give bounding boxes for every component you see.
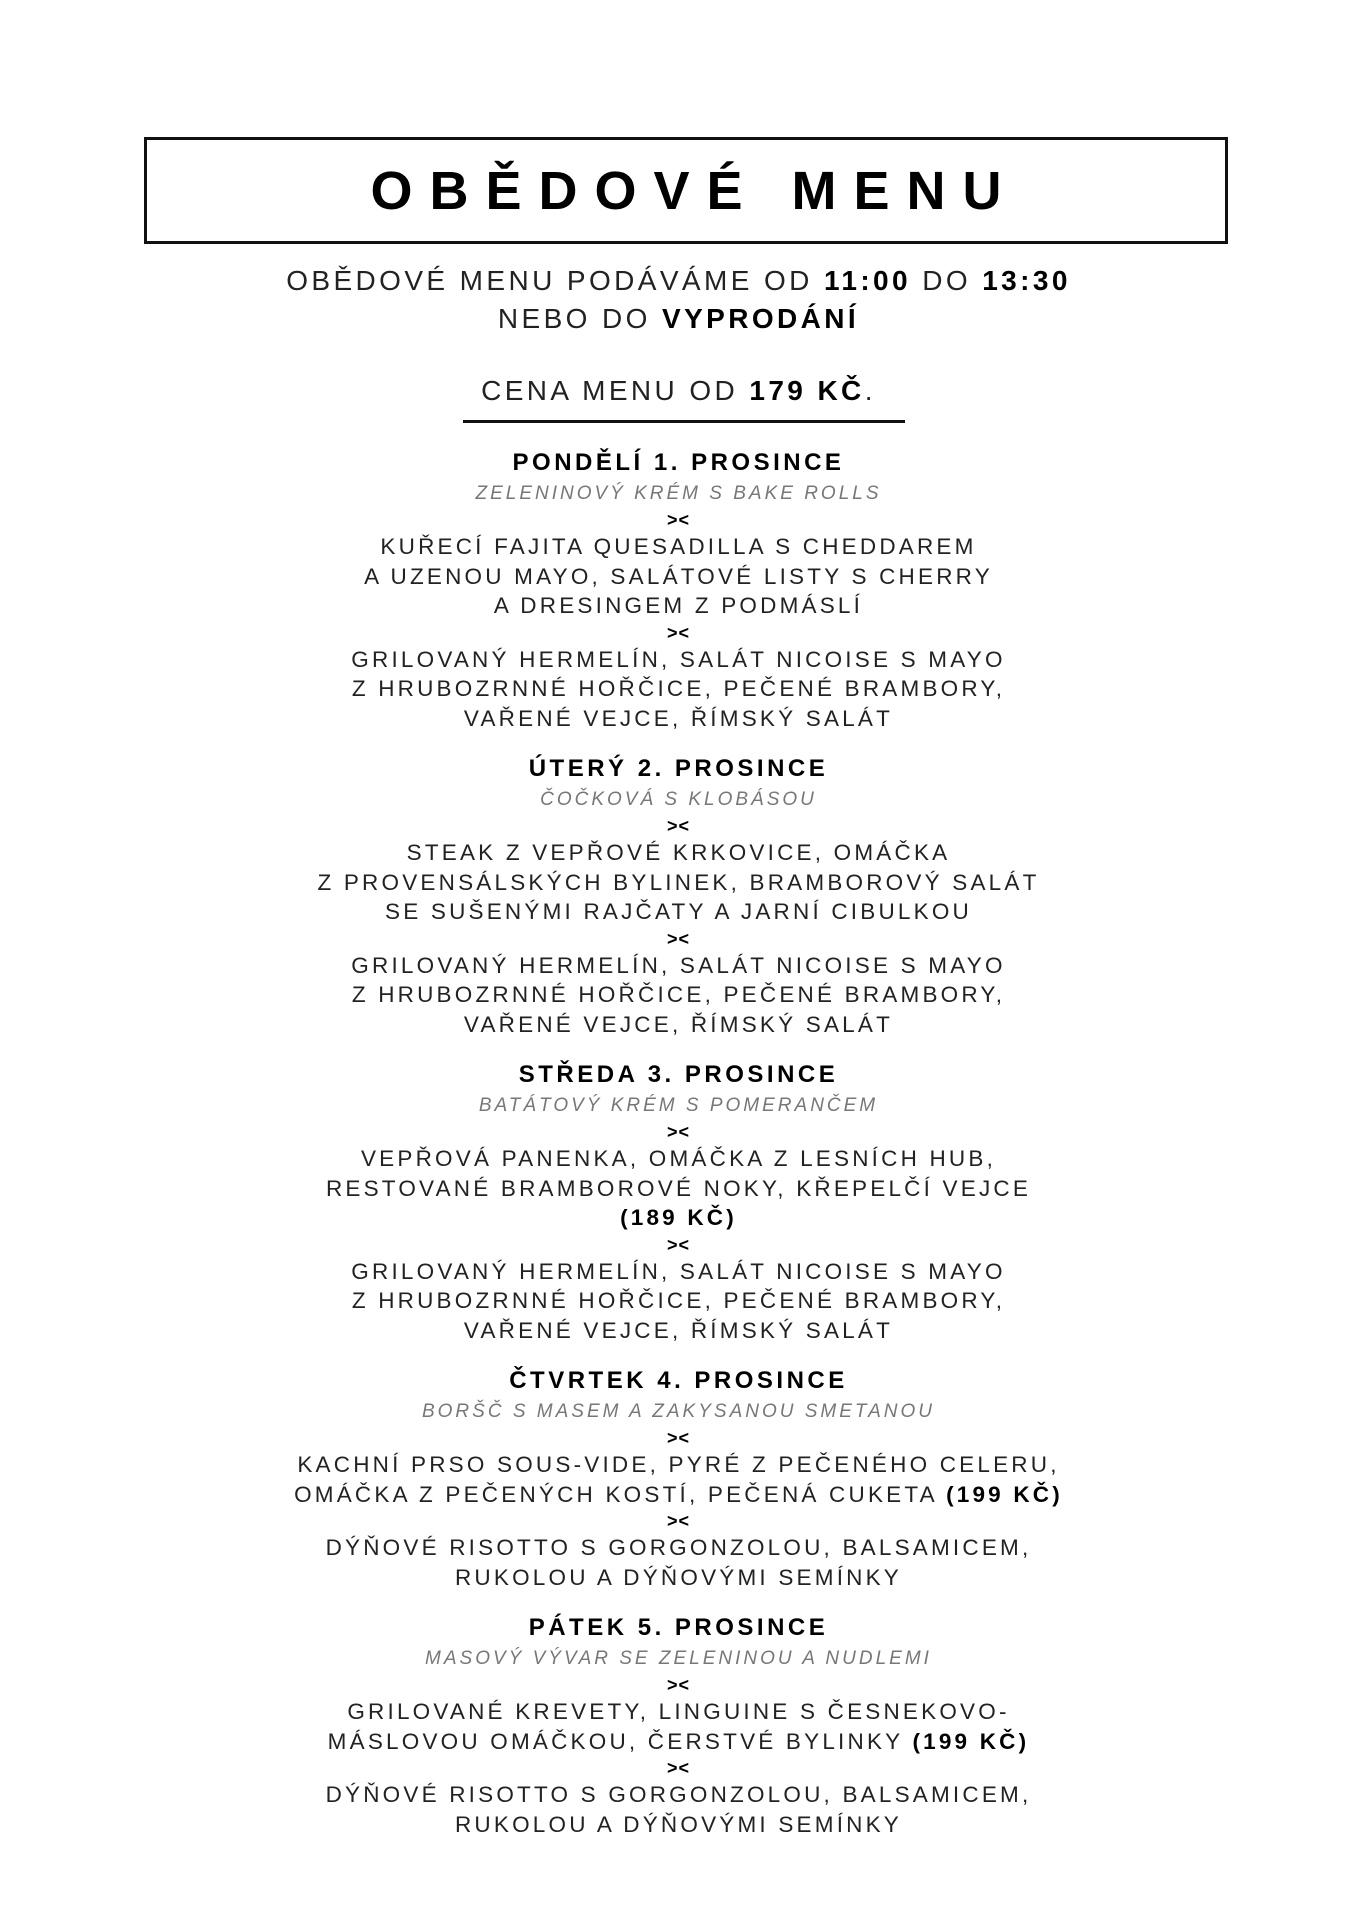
dish-line-text: VEPŘOVÁ PANENKA, OMÁČKA Z LESNÍCH HUB, bbox=[360, 1146, 997, 1171]
dish-line-text: MÁSLOVOU OMÁČKOU, ČERSTVÉ BYLINKY bbox=[327, 1728, 903, 1754]
dish-price: (189 KČ) bbox=[620, 1205, 737, 1230]
day-block bbox=[0, 1058, 1357, 1345]
dish-separator: >< bbox=[666, 1511, 691, 1531]
dish-separator: >< bbox=[666, 510, 691, 530]
dish-separator: >< bbox=[666, 1428, 691, 1448]
sold-out-emphasis: VYPRODÁNÍ bbox=[662, 303, 860, 334]
day-title: PÁTEK 5. PROSINCE bbox=[528, 1614, 829, 1641]
soup-item: ZELENINOVÝ KRÉM S BAKE ROLLS bbox=[475, 483, 882, 504]
day-title: PONDĚLÍ 1. PROSINCE bbox=[512, 449, 845, 476]
day-title: ÚTERÝ 2. PROSINCE bbox=[528, 755, 829, 782]
menu-price-line bbox=[0, 372, 1357, 410]
menu-price-text: CENA MENU OD bbox=[481, 375, 750, 406]
dish-line bbox=[0, 838, 1357, 868]
serving-hours-text: OBĚDOVÉ MENU PODÁVÁME OD bbox=[286, 265, 824, 296]
dish-separator: >< bbox=[666, 1122, 691, 1142]
dish-line bbox=[0, 1010, 1357, 1040]
dish-line-text: VAŘENÉ VEJCE, ŘÍMSKÝ SALÁT bbox=[463, 705, 894, 731]
day-block bbox=[0, 1364, 1357, 1592]
dish-line bbox=[0, 1533, 1357, 1563]
dish-price: (199 KČ) bbox=[946, 1481, 1063, 1507]
soup-item: ČOČKOVÁ S KLOBÁSOU bbox=[540, 789, 817, 810]
day-title: ČTVRTEK 4. PROSINCE bbox=[509, 1367, 848, 1394]
main-dish bbox=[0, 1697, 1357, 1756]
serving-hours-line bbox=[0, 262, 1357, 300]
dish-line bbox=[0, 1316, 1357, 1346]
day-block bbox=[0, 1611, 1357, 1839]
time-to: 13:30 bbox=[982, 265, 1071, 296]
dish-line-text: OMÁČKA Z PEČENÝCH KOSTÍ, PEČENÁ CUKETA bbox=[294, 1481, 937, 1507]
dish-separator: >< bbox=[666, 928, 691, 949]
dish-line bbox=[0, 645, 1357, 675]
main-dish bbox=[0, 532, 1357, 621]
dish-line bbox=[0, 562, 1357, 592]
soup-item: BORŠČ S MASEM A ZAKYSANOU SMETANOU bbox=[421, 1401, 936, 1422]
page-title: OBĚDOVÉ MENU bbox=[370, 160, 1019, 221]
main-dish bbox=[0, 1780, 1357, 1839]
dish-line-text: A DRESINGEM Z PODMÁSLÍ bbox=[493, 593, 864, 618]
dish-line-text: GRILOVANÝ HERMELÍN, SALÁT NICOISE S MAYO bbox=[351, 1258, 1006, 1284]
dish-line bbox=[0, 1480, 1357, 1510]
day-block bbox=[0, 752, 1357, 1039]
day-block bbox=[0, 446, 1357, 733]
dish-line bbox=[0, 1780, 1357, 1810]
dish-line-text: VAŘENÉ VEJCE, ŘÍMSKÝ SALÁT bbox=[463, 1011, 894, 1037]
divider-line bbox=[463, 420, 905, 423]
dish-separator: >< bbox=[666, 1758, 691, 1778]
dish-line bbox=[0, 591, 1357, 621]
dish-line-text: KACHNÍ PRSO SOUS-VIDE, PYRÉ Z PEČENÉHO CELERU, bbox=[297, 1452, 1060, 1477]
main-dish bbox=[0, 1533, 1357, 1592]
dish-line bbox=[0, 1727, 1357, 1757]
main-dish bbox=[0, 838, 1357, 927]
dish-line-text: Z HRUBOZRNNÉ HOŘČICE, PEČENÉ BRAMBORY, bbox=[351, 982, 1006, 1007]
main-dish bbox=[0, 1257, 1357, 1346]
dish-line bbox=[0, 532, 1357, 562]
sold-out-line bbox=[0, 300, 1357, 338]
main-dish bbox=[0, 1144, 1357, 1233]
dish-separator: >< bbox=[666, 816, 691, 836]
dish-line-text: DÝŇOVÉ RISOTTO S GORGONZOLOU, BALSAMICEM, bbox=[325, 1535, 1032, 1560]
dish-line-text: Z HRUBOZRNNÉ HOŘČICE, PEČENÉ BRAMBORY, bbox=[351, 676, 1006, 701]
dish-line bbox=[0, 951, 1357, 981]
dish-line bbox=[0, 1174, 1357, 1204]
menu-price-value: 179 KČ bbox=[749, 375, 865, 406]
main-dish bbox=[0, 951, 1357, 1040]
dish-line bbox=[0, 704, 1357, 734]
dish-line-text: DÝŇOVÉ RISOTTO S GORGONZOLOU, BALSAMICEM, bbox=[325, 1782, 1032, 1807]
dish-price-line bbox=[0, 1203, 1357, 1233]
dish-line-text: GRILOVANÝ HERMELÍN, SALÁT NICOISE S MAYO bbox=[351, 952, 1006, 978]
dish-line-text: RESTOVANÉ BRAMBOROVÉ NOKY, KŘEPELČÍ VEJCE bbox=[325, 1175, 1032, 1201]
dish-line-text: RUKOLOU A DÝŇOVÝMI SEMÍNKY bbox=[454, 1564, 903, 1590]
dish-line bbox=[0, 674, 1357, 704]
dish-separator: >< bbox=[666, 1234, 691, 1255]
main-dish bbox=[0, 645, 1357, 734]
dish-separator: >< bbox=[666, 622, 691, 643]
dish-line bbox=[0, 1563, 1357, 1593]
main-dish bbox=[0, 1450, 1357, 1509]
dish-line-text: VAŘENÉ VEJCE, ŘÍMSKÝ SALÁT bbox=[463, 1317, 894, 1343]
dish-line-text: GRILOVANÉ KREVETY, LINGUINE S ČESNEKOVO- bbox=[347, 1699, 1010, 1724]
dish-line bbox=[0, 1286, 1357, 1316]
dish-line bbox=[0, 1144, 1357, 1174]
day-title: STŘEDA 3. PROSINCE bbox=[518, 1061, 839, 1088]
dish-line-text: Z HRUBOZRNNÉ HOŘČICE, PEČENÉ BRAMBORY, bbox=[351, 1288, 1006, 1313]
soup-item: MASOVÝ VÝVAR SE ZELENINOU A NUDLEMI bbox=[425, 1648, 932, 1669]
soup-item: BATÁTOVÝ KRÉM S POMERANČEM bbox=[478, 1095, 879, 1116]
dish-line bbox=[0, 1257, 1357, 1287]
dish-line-text: KUŘECÍ FAJITA QUESADILLA S CHEDDAREM bbox=[380, 534, 977, 559]
sold-out-text: NEBO DO bbox=[497, 303, 663, 334]
dish-line-text: STEAK Z VEPŘOVÉ KRKOVICE, OMÁČKA bbox=[406, 840, 951, 865]
menu-price-period: . bbox=[864, 375, 876, 406]
dish-line-text: SE SUŠENÝMI RAJČATY A JARNÍ CIBULKOU bbox=[385, 899, 972, 924]
dish-line-text: A UZENOU MAYO, SALÁTOVÉ LISTY S CHERRY bbox=[364, 563, 993, 589]
dish-price: (199 KČ) bbox=[912, 1728, 1030, 1754]
dish-line-text: Z PROVENSÁLSKÝCH BYLINEK, BRAMBOROVÝ SALÁT bbox=[317, 869, 1040, 895]
dish-line bbox=[0, 1697, 1357, 1727]
dish-line-text: GRILOVANÝ HERMELÍN, SALÁT NICOISE S MAYO bbox=[351, 646, 1006, 672]
daily-menu-list bbox=[0, 446, 1357, 1858]
dish-line bbox=[0, 897, 1357, 927]
dish-line bbox=[0, 868, 1357, 898]
title-frame bbox=[144, 137, 1228, 244]
serving-hours-text-to: DO bbox=[911, 265, 983, 296]
dish-line bbox=[0, 1810, 1357, 1840]
dish-separator: >< bbox=[666, 1675, 691, 1695]
dish-line-text: RUKOLOU A DÝŇOVÝMI SEMÍNKY bbox=[454, 1811, 903, 1837]
dish-line bbox=[0, 1450, 1357, 1480]
time-from: 11:00 bbox=[823, 265, 912, 296]
dish-line bbox=[0, 980, 1357, 1010]
serving-info bbox=[0, 262, 1357, 410]
